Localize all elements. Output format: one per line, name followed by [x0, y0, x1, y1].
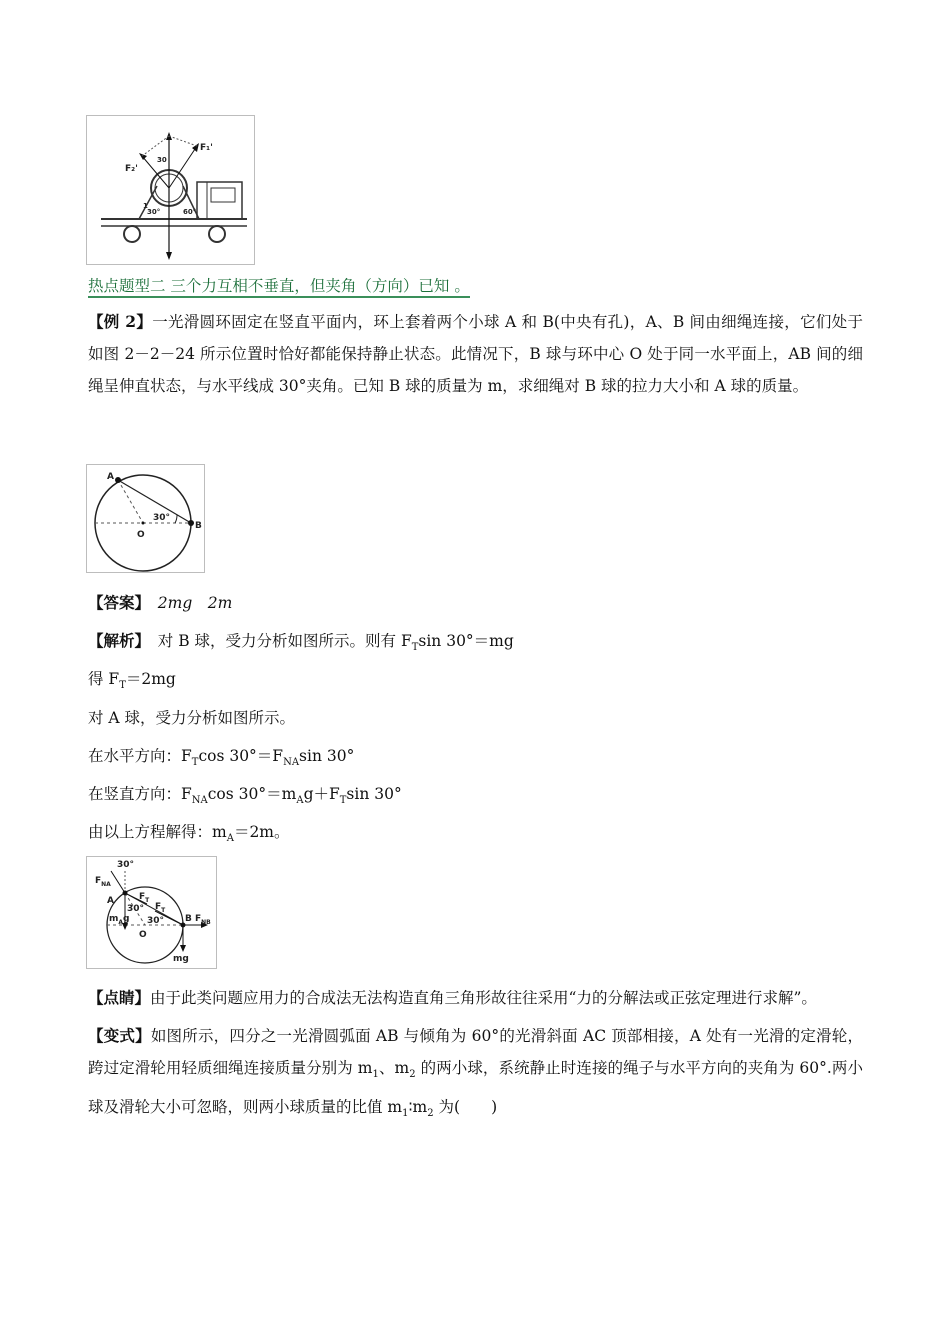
tip-paragraph: 【点睛】由于此类问题应用力的合成法无法构造直角三角形故往往采用“力的分解法或正弦定理进行求解”。	[88, 988, 817, 1007]
fig3-angle-right: 30°	[147, 916, 165, 926]
fig3-mag-label: $m_Ag$	[109, 914, 130, 926]
fig3-ft2-label: $F_T$	[155, 902, 166, 914]
fig3-mg-label: mg	[173, 954, 189, 964]
fig1-f2-label: F₂'	[125, 164, 138, 174]
fig2-angle-label: 30°	[153, 513, 171, 523]
fig1-angle3-label: 60°	[183, 208, 197, 216]
fig3-o-label: O	[139, 930, 147, 940]
analysis-line-5: 在竖直方向：$F_{NA}\cos$ $30^\circ=m_Ag+F_T\sin$ 30°	[88, 785, 402, 807]
force-analysis-figure	[86, 856, 217, 969]
example-tag: 【例 2】	[88, 312, 153, 331]
fig1-angle-label: 30	[157, 156, 167, 164]
topic-heading: 热点题型二 三个力互相不垂直，但夹角（方向）已知 。	[88, 276, 470, 296]
fig3-ft1-label: $F_T$	[139, 892, 150, 904]
example-paragraph	[88, 306, 863, 402]
answer-line: 【答案】 2mg 2m	[88, 593, 233, 612]
ring-figure	[86, 464, 205, 573]
fig3-fnb-label: $F_{NB}$	[195, 914, 211, 926]
fig2-a-label: A	[107, 472, 114, 482]
analysis-line-4: 在水平方向：$F_T\cos$ $30^\circ=F_{NA}\sin$ 30°	[88, 747, 355, 769]
truck-force-figure	[86, 115, 255, 265]
fig2-b-label: B	[195, 521, 202, 531]
analysis-line-3: 对 A 球，受力分析如图所示。	[88, 709, 296, 727]
fig3-fna-label: $F_{NA}$	[95, 876, 111, 888]
example-text: 一光滑圆环固定在竖直平面内，环上套着两个小球 A 和 B(中央有孔)，A、B 间由细绳连接，它们处于如图 2－2－24 所示位置时恰好都能保持静止状态。此情况下，B 球与环中心 O 处于同一水平面上，AB 间的细绳呈伸直状态，与水平线成 30°夹角。已知 B 球的质量为 m，求细绳对 B 球的拉力大小和 A 球的质量。	[88, 313, 863, 395]
analysis-line-2: 得 $F_T=2mg$	[88, 670, 176, 692]
answer-value: 2mg 2m	[157, 594, 233, 612]
analysis-line-1: 【解析】 对 B 球，受力分析如图所示。则有 $F_T\sin$ 30°＝mg	[88, 631, 514, 654]
fig3-angle-mid: 30°	[127, 904, 145, 914]
fig3-angle-top: 30°	[117, 860, 135, 870]
fig1-angle2-label: 30°	[147, 208, 161, 216]
fig3-a-label: A	[107, 896, 114, 906]
fig1-num-label: 1	[143, 202, 148, 210]
fig2-o-label: O	[137, 530, 145, 540]
analysis-line-6: 由以上方程解得：$m_A=2m$。	[88, 823, 290, 845]
fig3-b-label: B	[185, 914, 192, 924]
variant-paragraph: 【变式】如图所示，四分之一光滑圆弧面 AB 与倾角为 60°的光滑斜面 AC 顶部相接，A 处有一光滑的定滑轮，跨过定滑轮用轻质细绳连接质量分别为 $m_1$、$m_2$ 的两小球，系统静止时连接的绳子与水平方向的夹角为 60°.两小球及滑轮大小可忽略，则两小球质量的比值 $m_1∶m_2$ 为( )	[88, 1026, 863, 1120]
fig1-f1-label: F₁'	[200, 143, 213, 153]
